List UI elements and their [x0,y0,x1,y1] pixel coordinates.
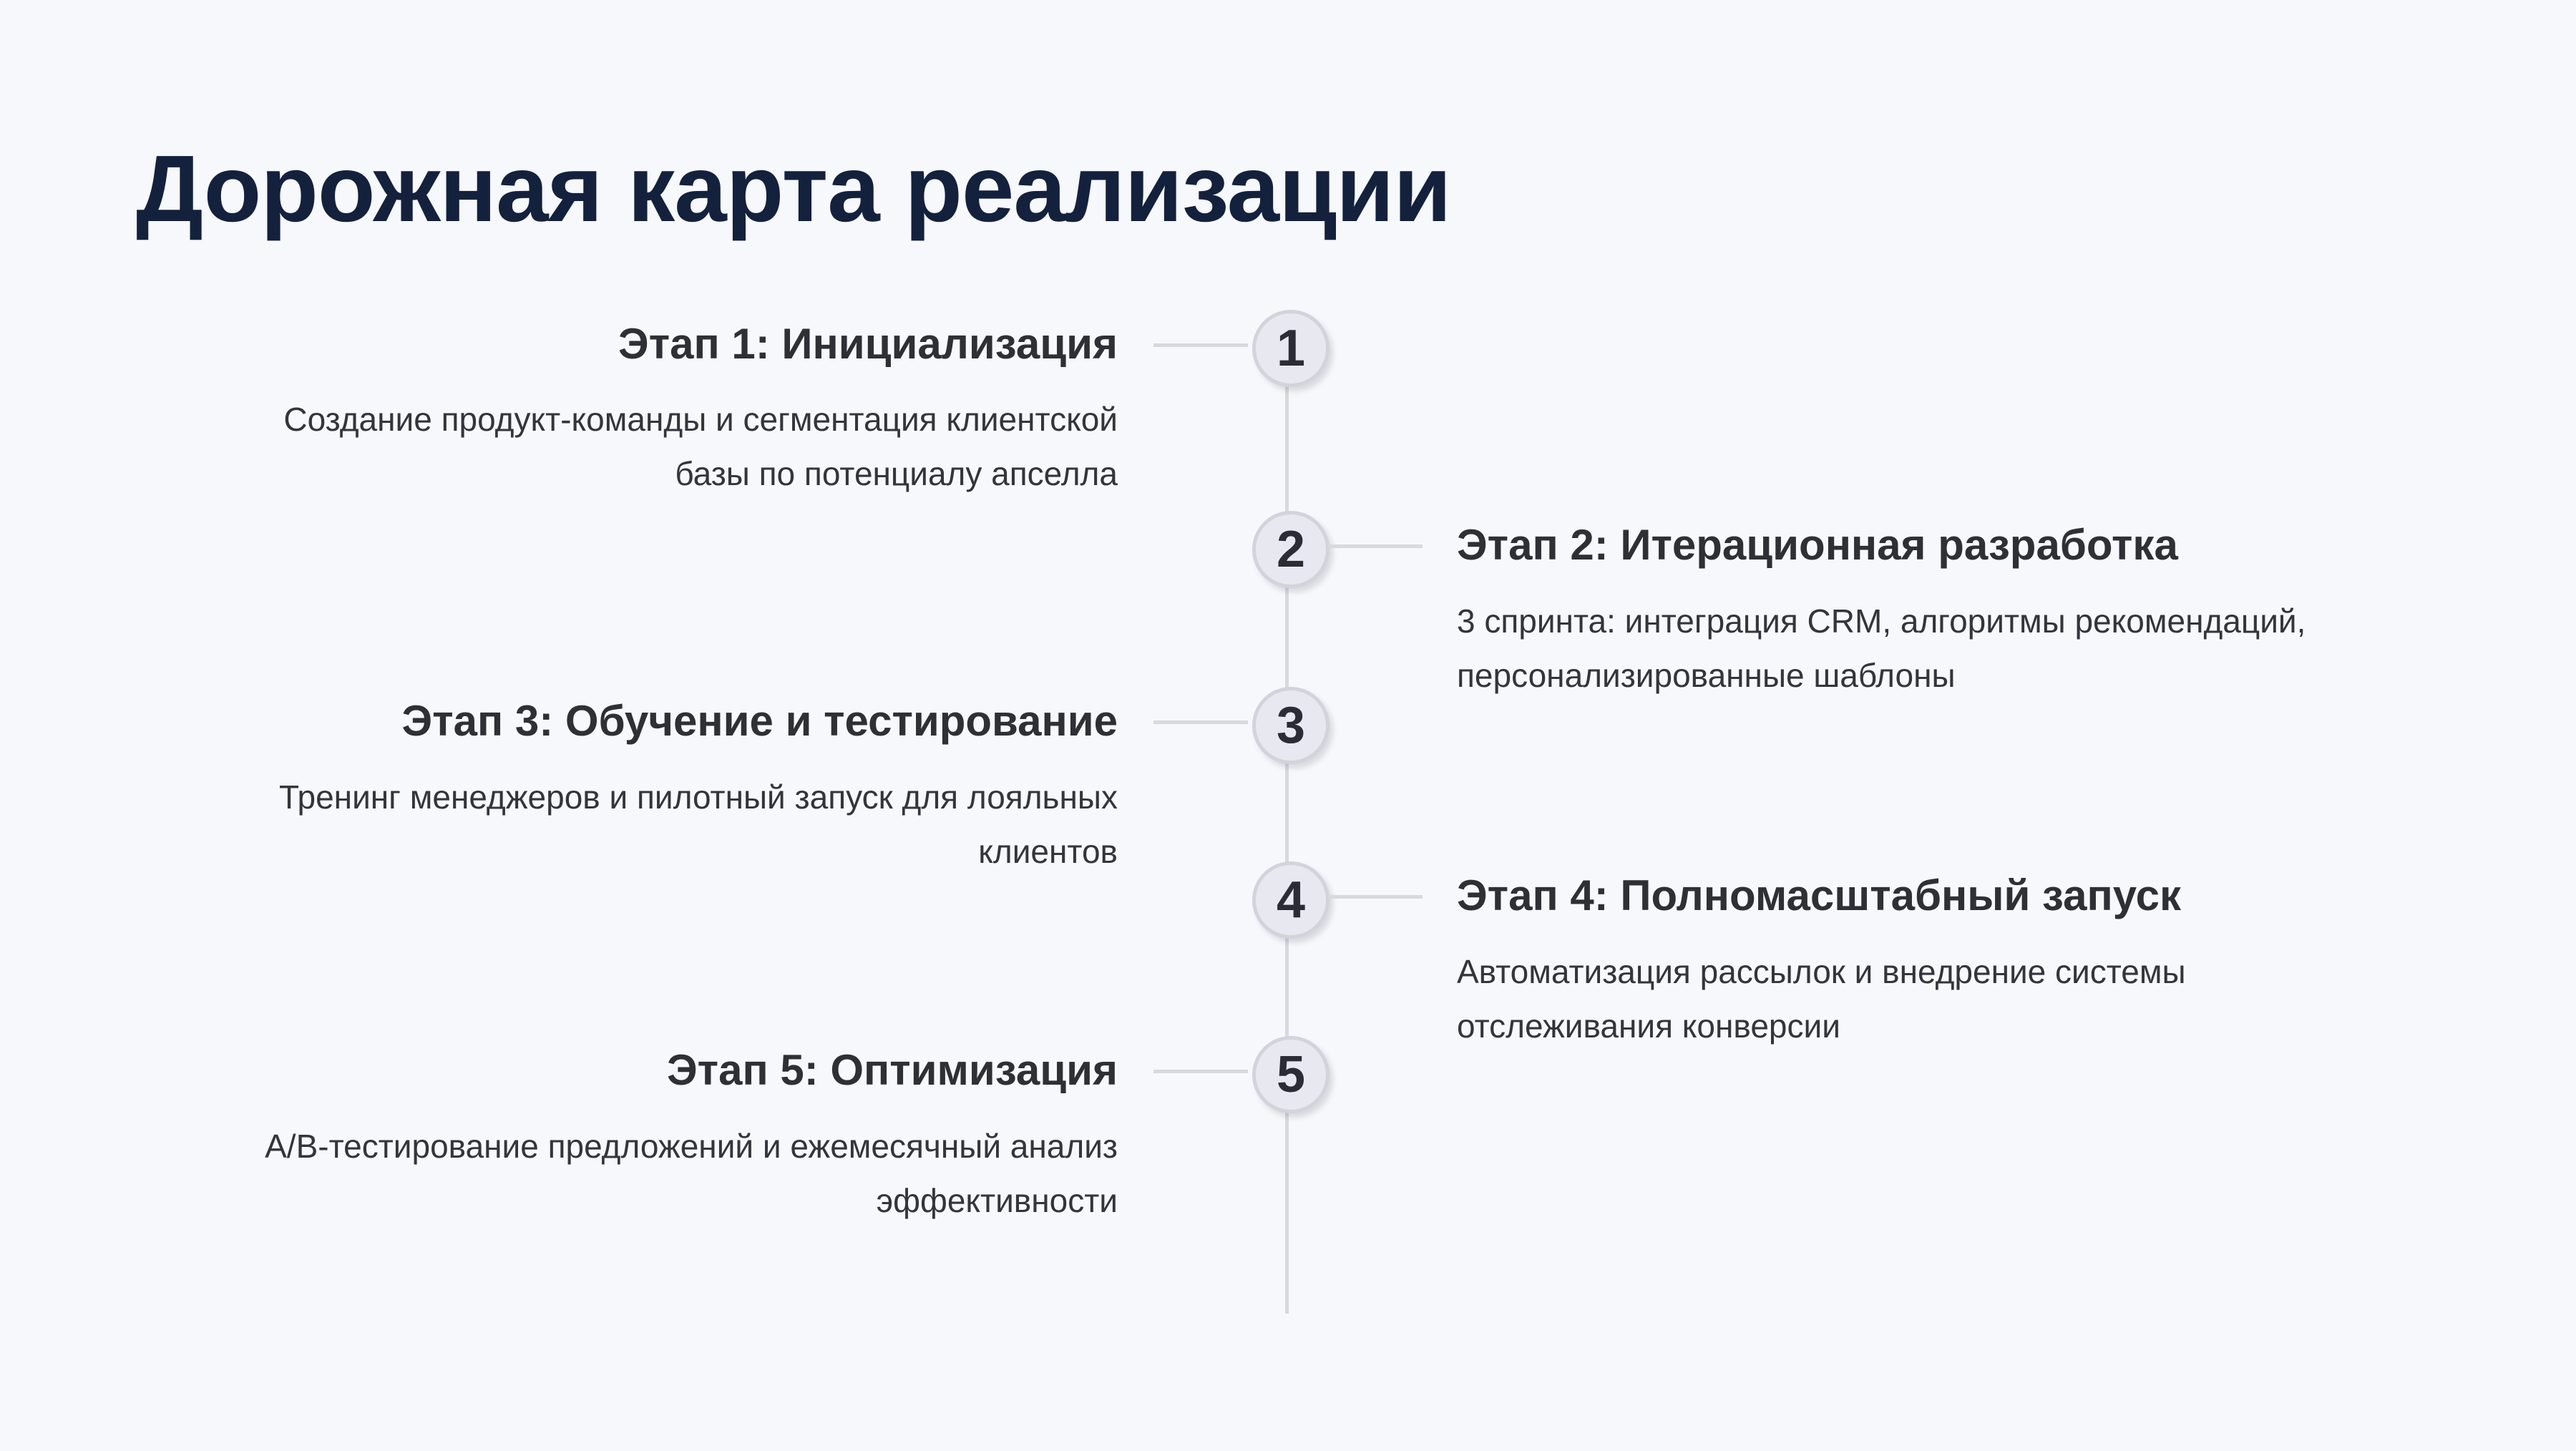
connector-4 [1328,895,1423,899]
stage-5-desc-line-1: A/B-тестирование предложений и ежемесячный анализ [265,1128,1118,1165]
stage-2-description [1457,594,2306,703]
step-marker-5: 5 [1252,1036,1330,1113]
stage-1-desc-line-1: Создание продукт-команды и сегментация клиентской [283,401,1118,438]
step-marker-2: 2 [1252,511,1330,588]
stage-2-desc-line-1: 3 спринта: интеграция CRM, алгоритмы рекомендаций, [1457,602,2306,640]
stage-3-desc-line-1: Тренинг менеджеров и пилотный запуск для лояльных [279,778,1118,816]
stage-1-title: Этап 1: Инициализация [618,320,1118,368]
stage-2-title: Этап 2: Итерационная разработка [1457,521,2178,569]
connector-5 [1153,1070,1248,1073]
stage-5-desc-line-2: эффективности [876,1182,1118,1219]
step-marker-3: 3 [1252,687,1330,764]
stage-2-desc-line-2: персонализированные шаблоны [1457,657,1956,694]
connector-3 [1153,720,1248,724]
step-marker-1: 1 [1252,310,1330,387]
stage-4-title: Этап 4: Полномасштабный запуск [1457,871,2181,919]
stage-4-description [1457,944,2186,1053]
connector-1 [1153,343,1248,347]
stage-4-desc-line-1: Автоматизация рассылок и внедрение системы [1457,953,2186,990]
connector-2 [1328,544,1423,548]
step-marker-4: 4 [1252,861,1330,939]
stage-5-title: Этап 5: Оптимизация [667,1046,1118,1094]
stage-1-description [283,392,1118,501]
timeline-axis [1285,346,1289,1314]
stage-3-description [279,770,1118,879]
stage-5-description [265,1119,1118,1228]
stage-3-desc-line-2: клиентов [978,833,1118,870]
page-title: Дорожная карта реализации [136,136,1451,241]
stage-1-desc-line-2: базы по потенциалу апселла [675,455,1118,492]
stage-4-desc-line-2: отслеживания конверсии [1457,1007,1840,1045]
stage-3-title: Этап 3: Обучение и тестирование [401,697,1118,745]
